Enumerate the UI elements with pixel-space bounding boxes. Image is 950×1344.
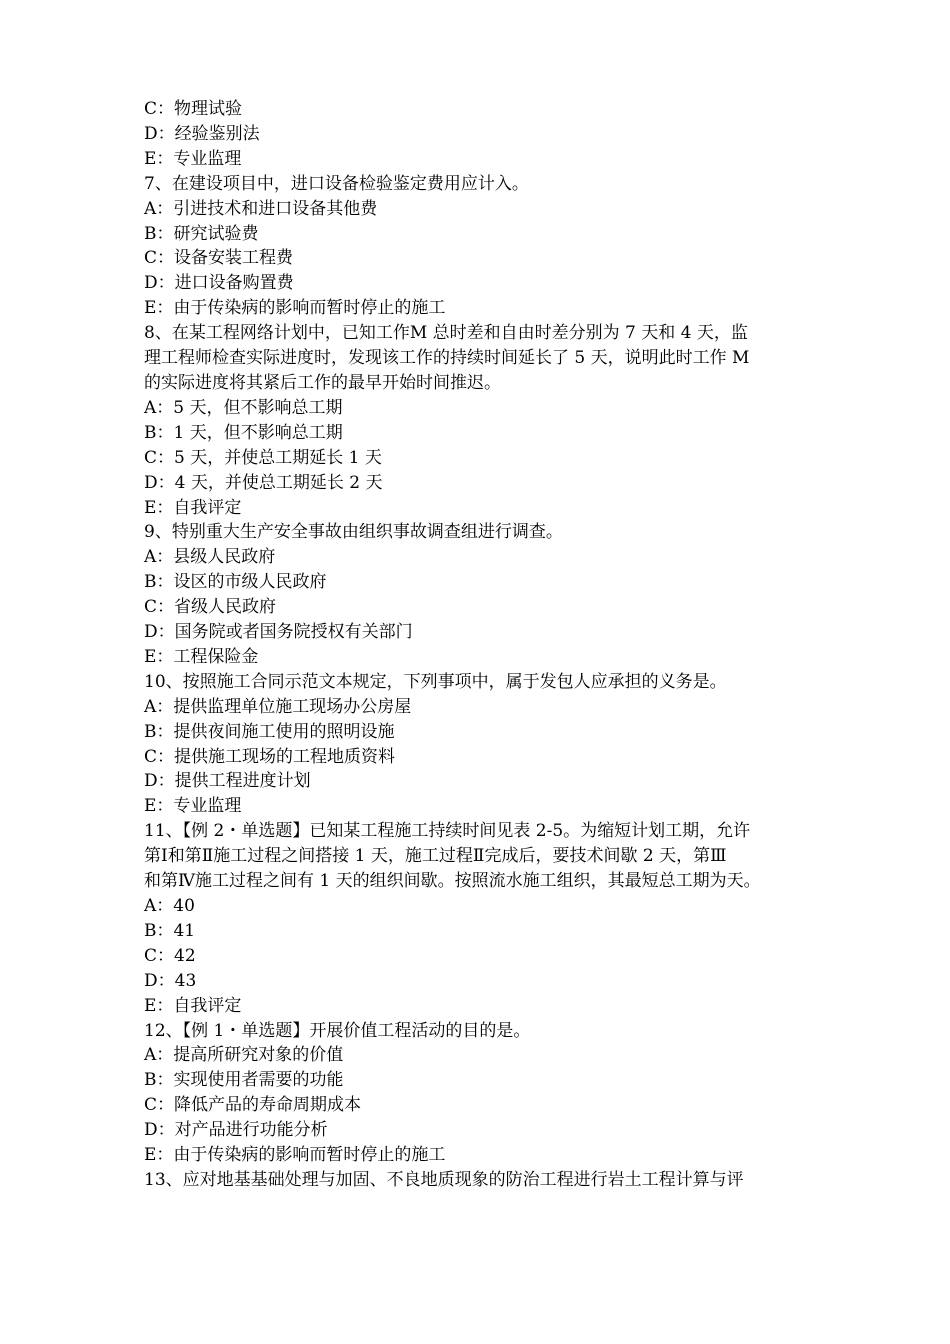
answer-option-line: B：实现使用者需要的功能 xyxy=(144,1070,344,1091)
question-text-line: 13、应对地基基础处理与加固、不良地质现象的防治工程进行岩土工程计算与评 xyxy=(144,1169,744,1190)
question-text-line: 和第Ⅳ施工过程之间有 1 天的组织间歇。按照流水施工组织，其最短总工期为天。 xyxy=(144,871,761,892)
answer-option-line: C：省级人民政府 xyxy=(144,597,277,618)
answer-option-line: D：国务院或者国务院授权有关部门 xyxy=(144,622,413,643)
answer-option-line: E：由于传染病的影响而暂时停止的施工 xyxy=(144,1145,446,1166)
question-text-line: 12、【例 1・单选题】开展价值工程活动的目的是。 xyxy=(144,1020,531,1041)
answer-option-line: C：物理试验 xyxy=(144,99,243,119)
answer-option-line: B：提供夜间施工使用的照明设施 xyxy=(144,721,395,742)
question-text-line: 9、特别重大生产安全事故由组织事故调查组进行调查。 xyxy=(144,522,563,543)
answer-option-line: E：自我评定 xyxy=(144,497,242,518)
answer-option-line: C：降低产品的寿命周期成本 xyxy=(144,1095,362,1116)
answer-option-line: D：43 xyxy=(144,970,197,991)
answer-option-line: E：工程保险金 xyxy=(144,646,259,667)
question-text-line: 第Ⅰ和第Ⅱ施工过程之间搭接 1 天，施工过程Ⅱ完成后，要技术间歇 2 天，第Ⅲ xyxy=(144,846,727,867)
answer-option-line: C：5 天，并使总工期延长 1 天 xyxy=(144,447,382,468)
answer-option-line: D：4 天，并使总工期延长 2 天 xyxy=(144,472,383,493)
question-text-line: 的实际进度将其紧后工作的最早开始时间推迟。 xyxy=(144,372,501,393)
answer-option-line: E：专业监理 xyxy=(144,796,242,817)
question-text-line: 理工程师检查实际进度时，发现该工作的持续时间延长了 5 天，说明此时工作 M xyxy=(144,348,750,369)
question-text-line: 11、【例 2・单选题】已知某工程施工持续时间见表 2-5。为缩短计划工期，允许 xyxy=(144,821,751,842)
answer-option-line: B：研究试验费 xyxy=(144,223,259,244)
answer-option-line: E：专业监理 xyxy=(144,148,242,169)
answer-option-line: B：设区的市级人民政府 xyxy=(144,572,327,593)
question-text-line: 10、按照施工合同示范文本规定，下列事项中，属于发包人应承担的义务是。 xyxy=(144,671,727,692)
answer-option-line: C：提供施工现场的工程地质资料 xyxy=(144,746,396,767)
answer-option-line: A：提高所研究对象的价值 xyxy=(144,1045,344,1066)
answer-option-line: C：设备安装工程费 xyxy=(144,248,294,269)
document-body xyxy=(144,97,808,1193)
answer-option-line: D：提供工程进度计划 xyxy=(144,771,311,792)
answer-option-line: A：40 xyxy=(144,896,195,916)
answer-option-line: E：由于传染病的影响而暂时停止的施工 xyxy=(144,298,446,319)
answer-option-line: D：进口设备购置费 xyxy=(144,273,294,294)
answer-option-line: A：县级人民政府 xyxy=(144,547,276,568)
answer-option-line: E：自我评定 xyxy=(144,995,242,1016)
answer-option-line: D：对产品进行功能分析 xyxy=(144,1120,328,1141)
answer-option-line: B：41 xyxy=(144,920,196,941)
answer-option-line: A：5 天，但不影响总工期 xyxy=(144,397,343,418)
answer-option-line: D：经验鉴别法 xyxy=(144,123,260,144)
answer-option-line: C：42 xyxy=(144,945,196,966)
question-text-line: 7、在建设项目中，进口设备检验鉴定费用应计入。 xyxy=(144,173,529,194)
answer-option-line: B：1 天，但不影响总工期 xyxy=(144,422,343,443)
answer-option-line: A：引进技术和进口设备其他费 xyxy=(144,198,378,219)
question-text-line: 8、在某工程网络计划中，已知工作M 总时差和自由时差分别为 7 天和 4 天，监 xyxy=(144,323,748,344)
answer-option-line: A：提供监理单位施工现场办公房屋 xyxy=(144,696,412,717)
